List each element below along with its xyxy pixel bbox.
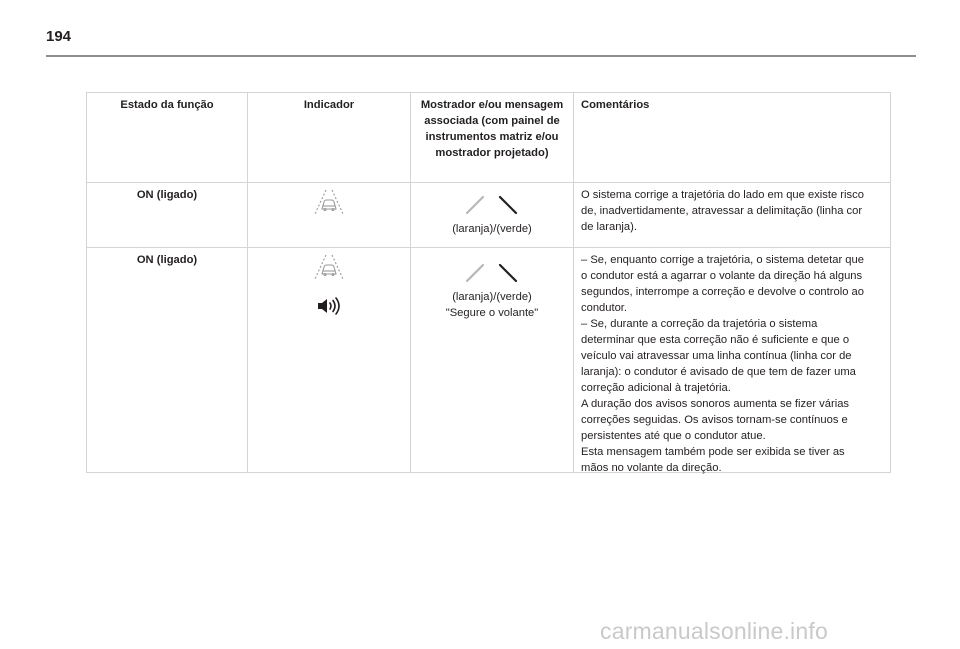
- lane-keeping-icon: [312, 252, 346, 282]
- page-number: 194: [46, 28, 72, 45]
- state-cell: ON (ligado): [136, 189, 198, 201]
- display-caption: (laranja)/(verde): [452, 223, 532, 235]
- display-message: "Segure o volante": [445, 307, 539, 319]
- display-caption: (laranja)/(verde): [452, 291, 532, 303]
- comment-line: de, inadvertidamente, atravessar a delimitação (linha cor: [581, 205, 863, 217]
- comment-line: – Se, enquanto corrige a trajetória, o sistema detetar que: [581, 254, 864, 266]
- steering-lines-icon: [462, 261, 522, 283]
- comment-line: veículo vai atravessar uma linha contínua (linha cor de: [581, 350, 852, 362]
- comment-line: A duração dos avisos sonoros aumenta se fizer várias: [581, 398, 850, 410]
- speaker-icon: [315, 296, 343, 316]
- header-display: Mostrador e/ou mensagem associada (com painel de instrumentos matriz e/ou mostrador projetado): [410, 93, 573, 182]
- table-header-row: [87, 93, 890, 182]
- table-row: [87, 247, 890, 472]
- site-watermark: carmanualsonline.info: [600, 618, 828, 644]
- lane-keeping-icon: [312, 187, 346, 217]
- indicator-cell: [247, 248, 410, 472]
- comment-line: – Se, durante a correção da trajetória o sistema: [581, 318, 818, 330]
- function-state-table: [86, 92, 891, 473]
- comment-line: determinar que esta correção não é suficiente e que o: [581, 334, 850, 346]
- display-cell: [410, 183, 573, 247]
- header-state: Estado da função: [120, 99, 214, 111]
- comment-line: laranja): o condutor é avisado de que tem de fazer uma: [581, 366, 856, 378]
- header-comments: Comentários: [573, 93, 890, 182]
- top-rule: [46, 55, 916, 57]
- comment-line: correção adicional à trajetória.: [581, 382, 731, 394]
- comment-line: mãos no volante da direção.: [581, 462, 722, 474]
- comment-line: persistentes até que o condutor atue.: [581, 430, 766, 442]
- steering-lines-icon: [462, 193, 522, 215]
- comment-line: o condutor está a agarrar o volante da direção há alguns: [581, 270, 863, 282]
- table-row: [87, 182, 890, 247]
- state-cell: ON (ligado): [136, 254, 198, 266]
- comment-line: segundos, interrompe a correção e devolve o controlo ao: [581, 286, 864, 298]
- comment-line: condutor.: [581, 302, 628, 314]
- header-indicator: Indicador: [247, 93, 410, 182]
- comment-cell: [573, 248, 890, 472]
- comment-line: Esta mensagem também pode ser exibida se tiver as: [581, 446, 845, 458]
- comment-cell: [573, 183, 890, 247]
- comment-line: O sistema corrige a trajetória do lado em que existe risco: [581, 189, 864, 201]
- indicator-cell: [247, 183, 410, 247]
- comment-line: de laranja).: [581, 221, 637, 233]
- comment-line: correções seguidas. Os avisos tornam-se contínuos e: [581, 414, 848, 426]
- display-cell: [410, 248, 573, 472]
